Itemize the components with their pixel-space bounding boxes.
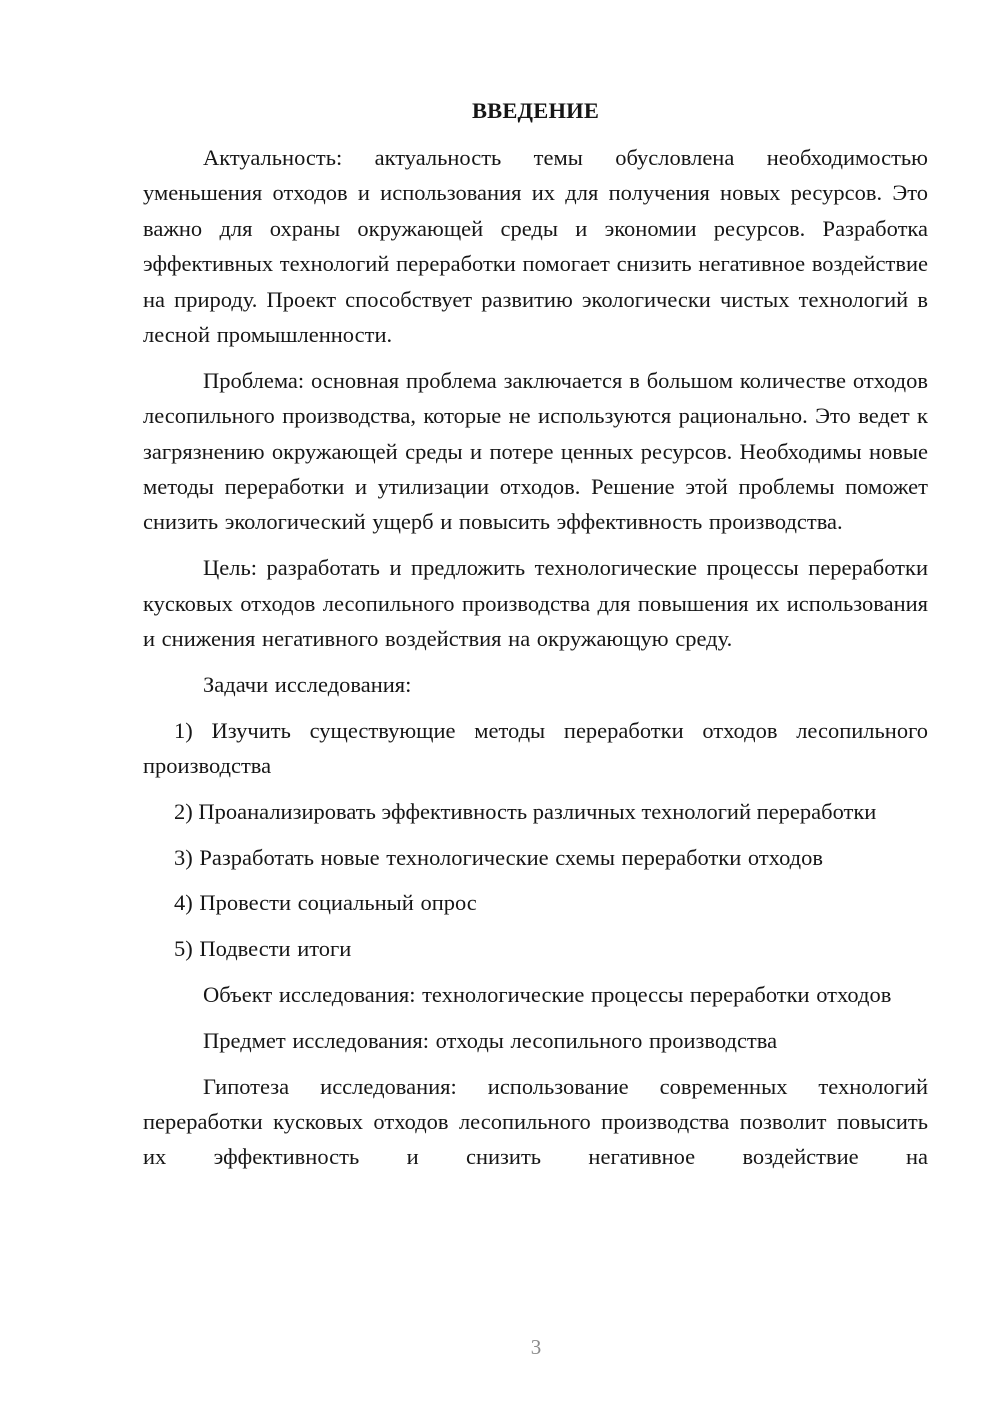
goal-paragraph: Цель: разработать и предложить технологические процессы переработки кусковых отходов лесопильного производства для повышения их использования и снижения негативного воздействия на окружающую среду. — [143, 555, 928, 652]
task-item-3: 3) Разработать новые технологические схемы переработки отходов — [174, 844, 823, 870]
object-paragraph: Объект исследования: технологические процессы переработки отходов — [203, 982, 892, 1008]
page-number: 3 — [530, 1335, 542, 1359]
section-heading: ВВЕДЕНИЕ — [471, 98, 600, 123]
task-item-2: 2) Проанализировать эффективность различных технологий переработки — [174, 798, 877, 824]
page-content — [143, 96, 928, 1175]
relevance-paragraph: Актуальность: актуальность темы обусловлена необходимостью уменьшения отходов и использования их для получения новых ресурсов. Это важно для охраны окружающей среды и экономии ресурсов. Разработка эффективных технологий переработки помогает снизить негативное воздействие на природу. Проект способствует развитию экологически чистых технологий в лесной промышленности. — [143, 145, 928, 348]
hypothesis-paragraph: Гипотеза исследования: использование современных технологий переработки кусковых отходов лесопильного производства позволит повысить их эффективность и снизить негативное воздействие на — [143, 1073, 928, 1170]
task-item-4: 4) Провести социальный опрос — [174, 890, 477, 916]
problem-paragraph: Проблема: основная проблема заключается в большом количестве отходов лесопильного производства, которые не используются рационально. Это ведет к загрязнению окружающей среды и потере ценных ресурсов. Необходимы новые методы переработки и утилизации отходов. Решение этой проблемы поможет снизить экологический ущерб и повысить эффективность производства. — [143, 367, 928, 535]
tasks-title: Задачи исследования: — [203, 671, 412, 697]
task-item-1: 1) Изучить существующие методы переработки отходов лесопильного производства — [143, 717, 928, 779]
subject-paragraph: Предмет исследования: отходы лесопильного производства — [203, 1027, 778, 1053]
task-item-5: 5) Подвести итоги — [174, 936, 352, 962]
